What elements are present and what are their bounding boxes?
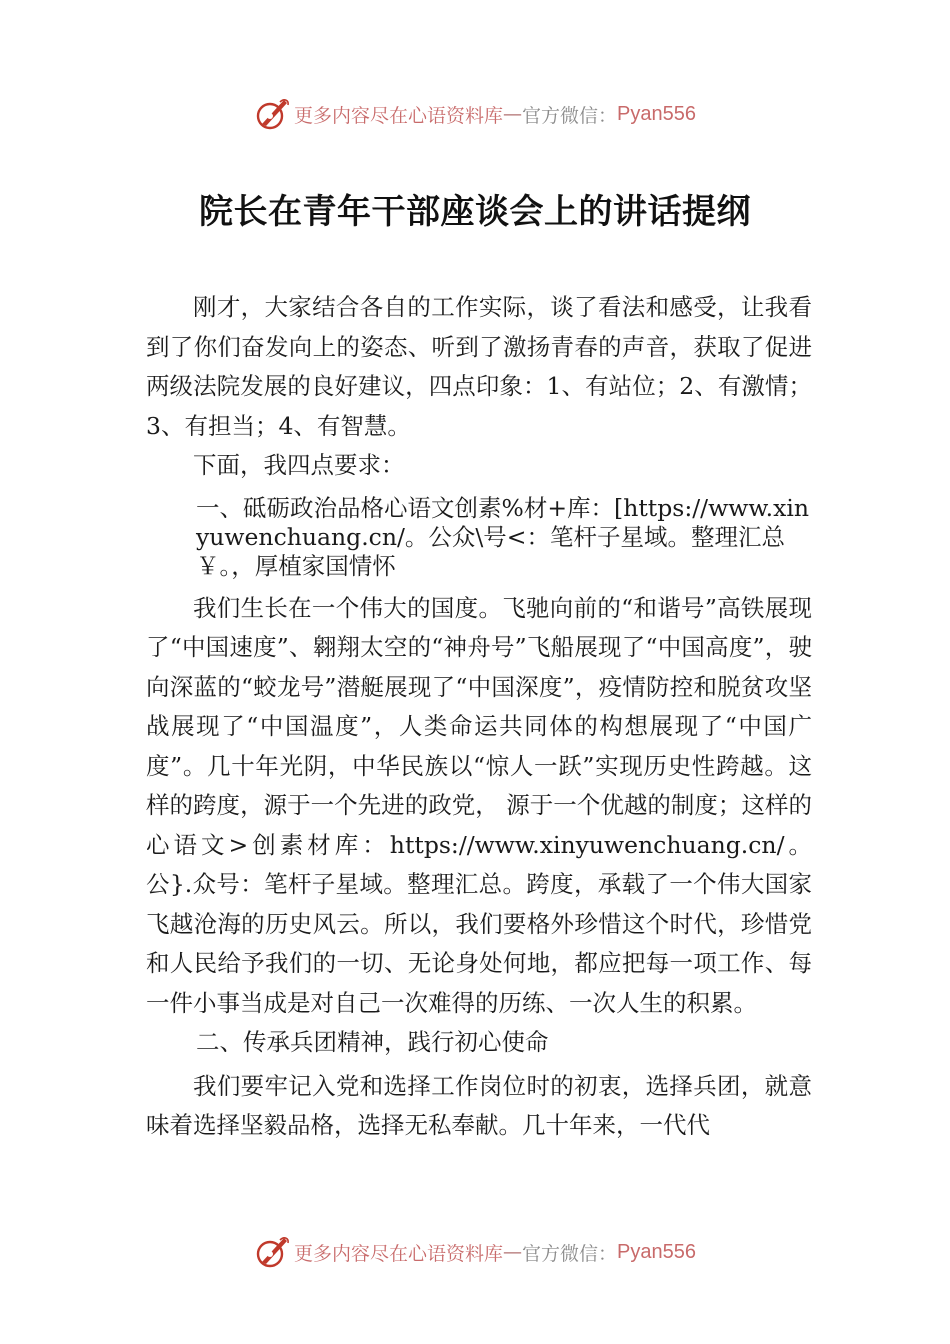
paragraph-section-1: 我们生长在一个伟大的国度。飞驰向前的“和谐号”高铁展现了“中国速度”、翱翔太空的“神舟号”飞船展现了“中国高度”，驶向深蓝的“蛟龙号”潜艇展现了“中国深度”，疫情防控和脱贫攻坚战展现了“中国温度”，人类命运共同体的构想展现了“中国广度”。几十年光阴，中华民族以“惊人一跃”实现历史性跨越。这样的跨度，源于一个先进的政党， 源于一个优越的制度；这样的心语文>创素材库：https://www.xinyuwenchuang.cn/。公}.众号：笔杆子星域。整理汇总。跨度，承载了一个伟大国家飞越沧海的历史风云。所以，我们要格外珍惜这个时代，珍惜党和人民给予我们的一切、无论身处何地，都应把每一项工作、每一件小事当成是对自己一次难得的历练、一次人生的积累。 <box>146 593 812 1017</box>
banner-separator: — <box>503 1241 523 1263</box>
paragraph-intro: 刚才，大家结合各自的工作实际，谈了看法和感受，让我看到了你们奋发向上的姿态、听到了激扬青春的声音，获取了促进两级法院发展的良好建议，四点印象：1、有站位；2、有激情；3、有担当；4、有智慧。 <box>146 293 812 440</box>
banner-wechat-label: 官方微信： <box>522 104 618 127</box>
paragraph-section-2: 我们要牢记入党和选择工作岗位时的初衷，选择兵团，就意味着选择坚毅品格，选择无私奉献。几十年来，一代代 <box>146 1071 812 1139</box>
header-banner <box>0 94 950 134</box>
banner-separator: — <box>503 103 523 125</box>
section-heading-1: 一、砥砺政治品格心语文创素%材+库：[https://www.xinyuwenchuang.cn/。公众\号<：笔杆子星域。整理汇总￥。，厚植家国情怀 <box>196 493 809 580</box>
banner-wechat-id: Pyan556 <box>617 1240 696 1263</box>
footer-banner <box>0 1232 950 1272</box>
banner-main-text: 更多内容尽在心语资料库 <box>294 1242 504 1265</box>
paragraph-requirements: 下面，我四点要求： <box>193 451 405 479</box>
document-body <box>146 288 812 1146</box>
quill-pen-logo-icon <box>254 1234 290 1270</box>
banner-wechat-id: Pyan556 <box>617 102 696 125</box>
banner-wechat-label: 官方微信： <box>522 1242 618 1265</box>
section-heading-2: 二、传承兵团精神，践行初心使命 <box>196 1028 549 1056</box>
document-title: 院长在青年干部座谈会上的讲话提纲 <box>199 192 751 232</box>
quill-pen-logo-icon <box>254 96 290 132</box>
banner-main-text: 更多内容尽在心语资料库 <box>294 104 504 127</box>
